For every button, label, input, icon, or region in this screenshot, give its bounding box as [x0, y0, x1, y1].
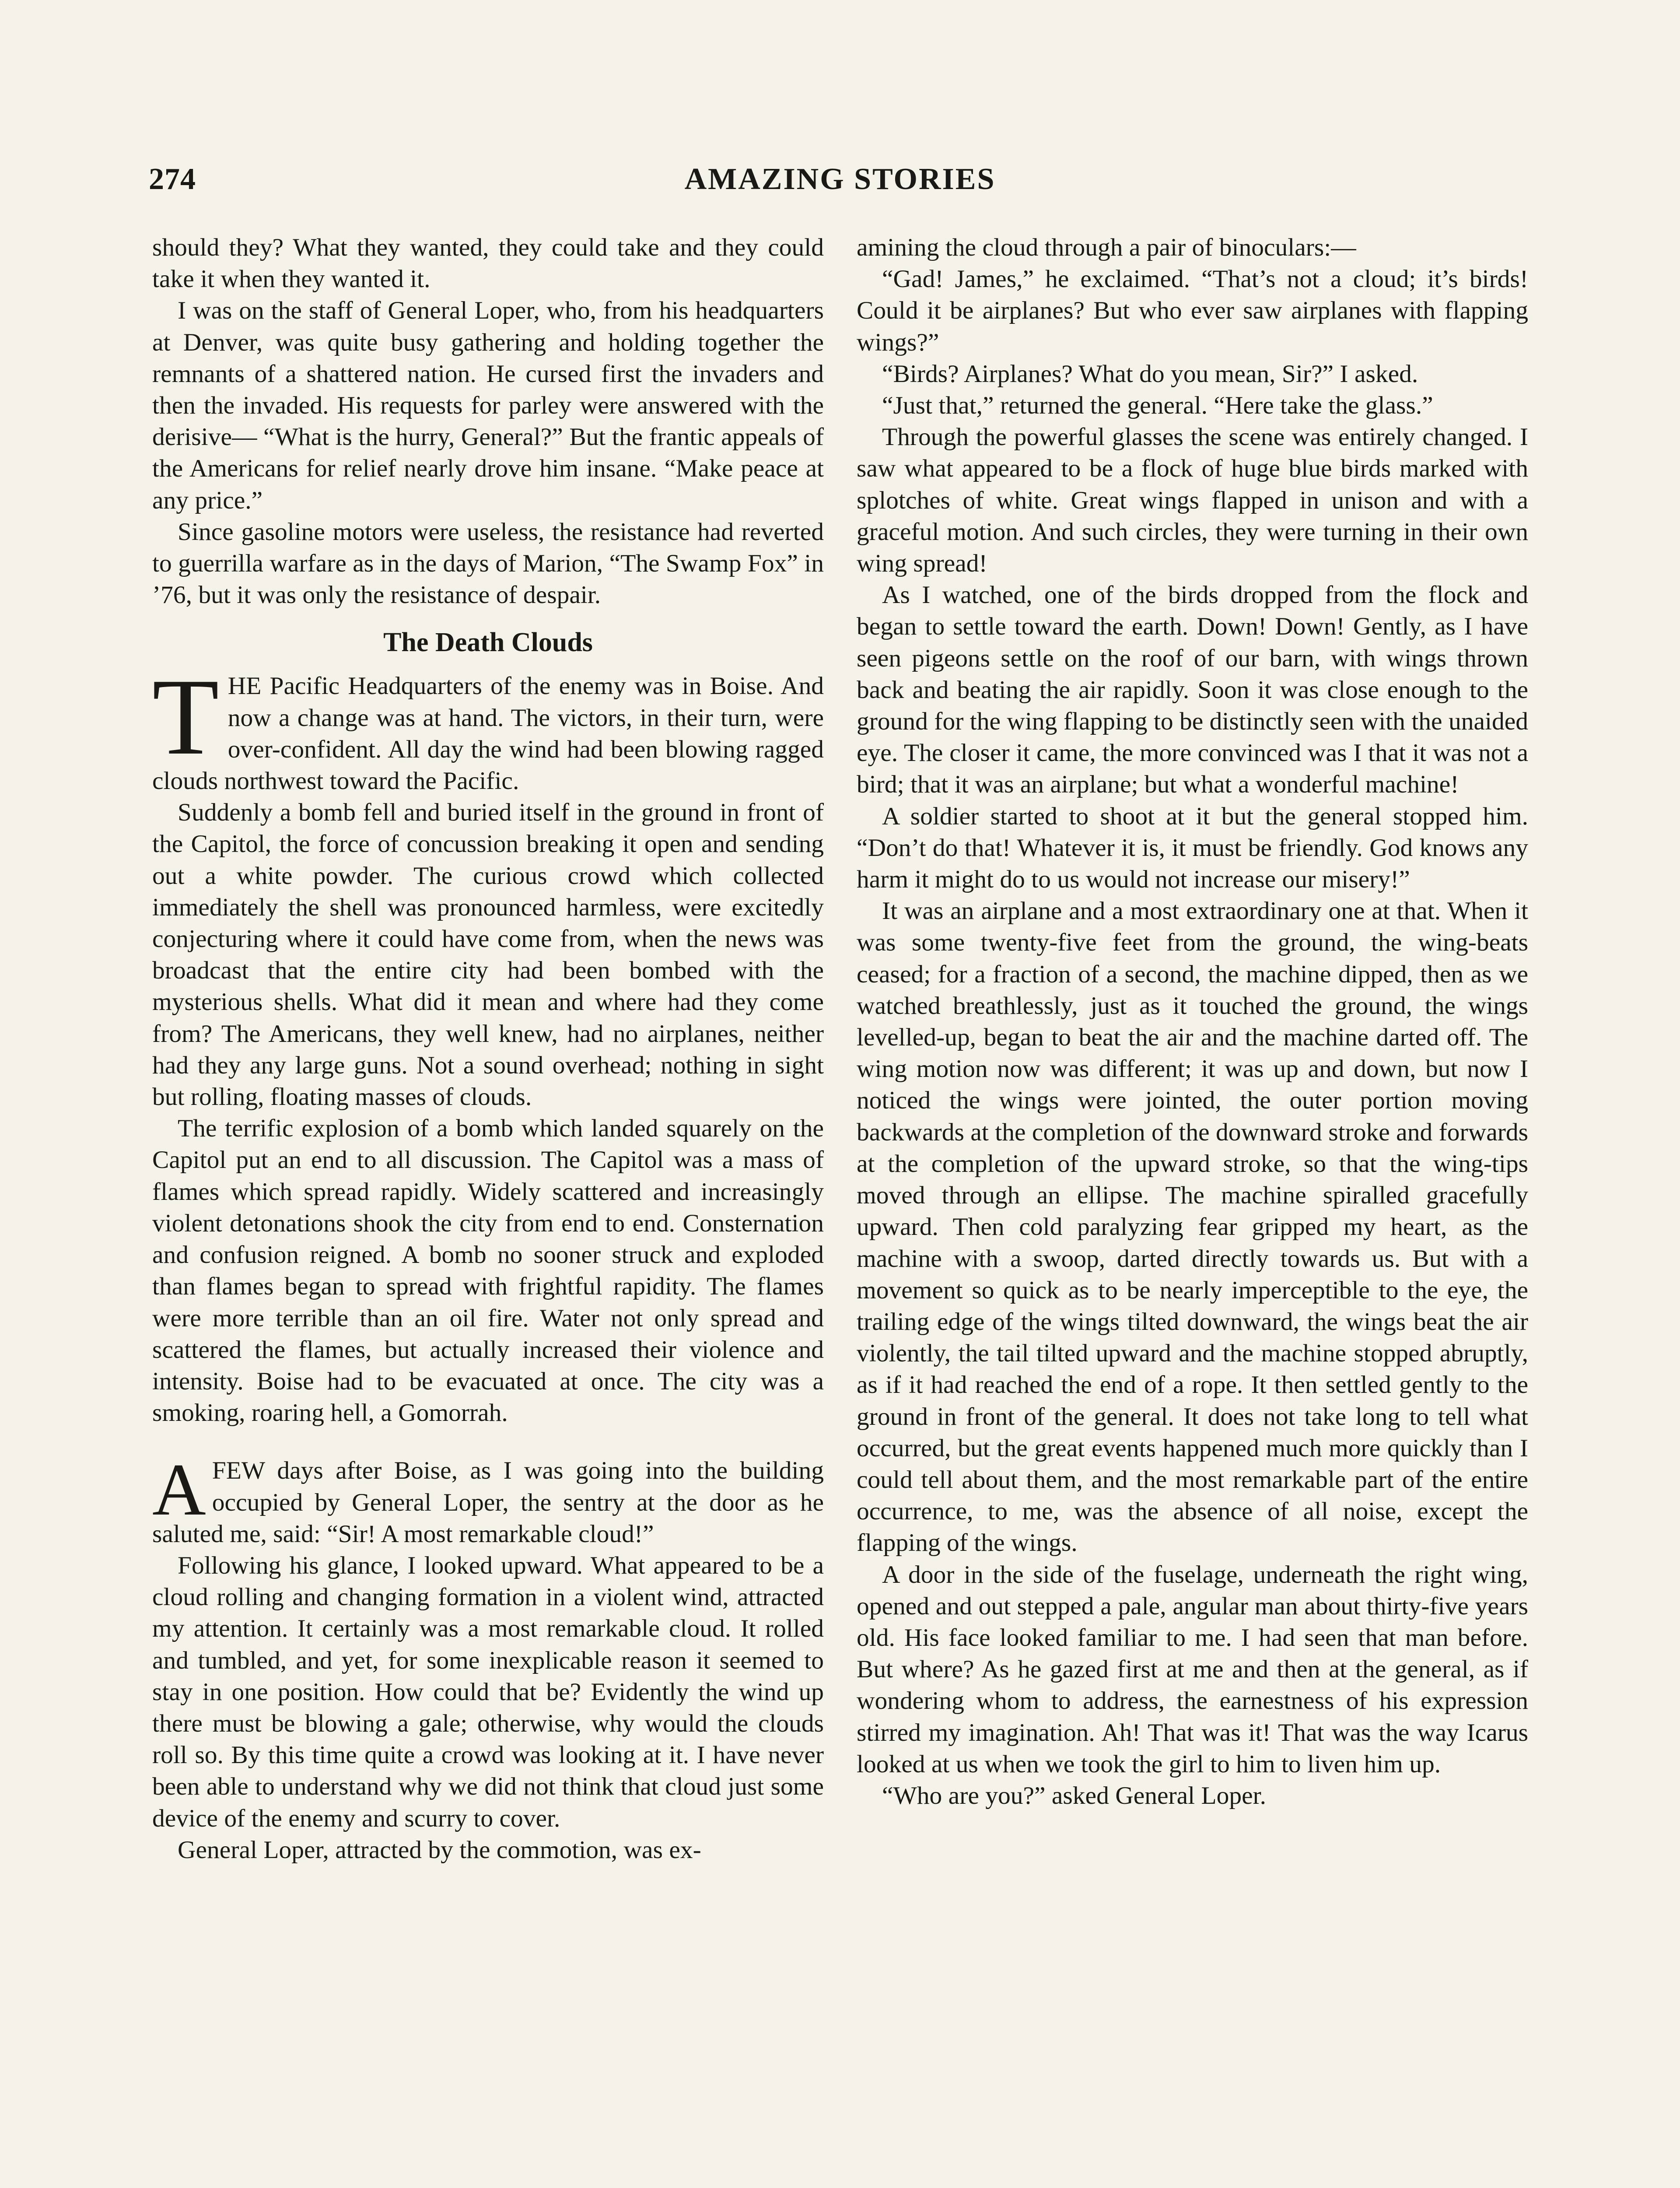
paragraph: As I watched, one of the birds dropped from the flock and began to settle toward the earth. Down! Down! Gently, as I have seen pigeons settle on the roof of our barn, with wings thrown back and beating the air rapidly. Soon it was close enough to the ground for the wing flapping to be distinctly seen with the unaided eye. The closer it came, the more convinced was I that it was not a bird; that it was an airplane; but what a wonderful machine! [857, 581, 1528, 799]
paragraph-text: HE Pacific Headquarters of the enemy was in Boise. And now a change was at hand. The victors, in their turn, were over-confident. All day the wind had been blowing ragged clouds northwest toward the Pacific. [152, 672, 824, 795]
paragraph: Through the powerful glasses the scene was entirely changed. I saw what appeared to be a flock of huge blue birds marked with splotches of white. Great wings flapped in unison and with a graceful motion. And such circles, they were turning in their own wing spread! [857, 423, 1528, 578]
paragraph: “Who are you?” asked General Loper. [882, 1781, 1267, 1809]
dropcap-paragraph [152, 656, 824, 797]
paragraph: I was on the staff of General Loper, who, from his headquarters at Denver, was quite busy gathering and holding together the remnants of a shattered nation. He cursed first the invaders and then the invaded. His requests for parley were answered with the derisive— “What is the hurry, General?” But the frantic appeals of the Americans for relief nearly drove him insane. “Make peace at any price.” [152, 297, 824, 514]
magazine-title: AMAZING STORIES [684, 162, 996, 196]
paragraph: “Just that,” returned the general. “Here take the glass.” [882, 392, 1433, 420]
left-column [152, 232, 824, 1866]
paragraph: “Birds? Airplanes? What do you mean, Sir?” I asked. [882, 360, 1418, 388]
paragraph: “Gad! James,” he exclaimed. “That’s not a cloud; it’s birds! Could it be airplanes? But who ever saw airplanes with flapping wings?” [857, 265, 1528, 356]
drop-cap: A [152, 1448, 206, 1531]
paragraph: should they? What they wanted, they could take and they could take it when they wanted it. [152, 234, 824, 293]
section-heading: The Death Clouds [383, 628, 593, 658]
paragraph: A door in the side of the fuselage, underneath the right wing, opened and out stepped a pale, angular man about thirty-five years old. His face looked familiar to me. I had seen that man before. But where? As he gazed first at me and then at the general, as if wondering whom to address, the earnestness of his expression stirred my imagination. Ah! That was it! That was the way Icarus looked at us when we took the girl to him to liven him up. [857, 1560, 1528, 1778]
running-head [149, 162, 1531, 210]
page-number: 274 [149, 162, 196, 196]
section-break [152, 1429, 824, 1455]
drop-cap: T [152, 656, 219, 778]
paragraph: It was an airplane and a most extraordinary one at that. When it was some twenty-five feet from the ground, the wing-beats ceased; for a fraction of a second, the machine dipped, then as we watched breathlessly, just as it touched the ground, the wings levelled-up, began to beat the air and the machine darted off. The wing motion now was different; it was up and down, but now I noticed the wings were jointed, the outer portion moving backwards at the completion of the downward stroke and forwards at the completion of the upward stroke, so that the wing-tips moved through an ellipse. The machine spiralled gracefully upward. Then cold paralyzing fear gripped my heart, as the machine with a swoop, darted directly towards us. But with a movement so quick as to be nearly imperceptible to the eye, the trailing edge of the wings tilted downward, the wings beat the air violently, the tail tilted upward and the machine stopped abruptly, as if it had reached the end of a rope. It then settled gently to the ground in front of the general. It does not take long to tell what occurred, but the great events happened much more quickly than I could tell about them, and the most remarkable part of the entire occurrence, to me, was the absence of all noise, except the flapping of the wings. [857, 897, 1528, 1557]
paragraph: General Loper, attracted by the commotion, was ex- [178, 1836, 701, 1864]
paragraph: amining the cloud through a pair of binoculars:— [857, 234, 1356, 261]
paragraph: A soldier started to shoot at it but the general stopped him. “Don’t do that! Whatever it is, it must be friendly. God knows any harm it might do to us would not increase our misery!” [857, 802, 1528, 894]
paragraph: Suddenly a bomb fell and buried itself in the ground in front of the Capitol, the force of concussion breaking it open and sending out a white powder. The curious crowd which collected immediately the shell was pronounced harmless, were excitedly conjecturing where it could have come from, when the news was broadcast that the entire city had been bombed with the mysterious shells. What did it mean and where had they come from? The Americans, they well knew, had no airplanes, neither had they any large guns. Not a sound overhead; nothing in sight but rolling, floating masses of clouds. [152, 799, 824, 1111]
right-column [857, 232, 1528, 1812]
dropcap-paragraph [152, 1448, 824, 1550]
paragraph: Since gasoline motors were useless, the resistance had reverted to guerrilla warfare as in the days of Marion, “The Swamp Fox” in ’76, but it was only the resistance of despair. [152, 518, 824, 609]
paragraph: The terrific explosion of a bomb which landed squarely on the Capitol put an end to all discussion. The Capitol was a mass of flames which spread rapidly. Widely scattered and increasingly violent detonations shook the city from end to end. Consternation and confusion reigned. A bomb no sooner struck and exploded than flames began to spread with frightful rapidity. The flames were more terrible than an oil fire. Water not only spread and scattered the flames, but actually increased their violence and intensity. Boise had to be evacuated at once. The city was a smoking, roaring hell, a Gomorrah. [152, 1115, 824, 1427]
paragraph: Following his glance, I looked upward. What appeared to be a cloud rolling and changing formation in a violent wind, attracted my attention. It certainly was a most remarkable cloud. It rolled and tumbled, and yet, for some inexplicable reason it seemed to stay in one position. How could that be? Evidently the wind up there must be blowing a gale; otherwise, why would the clouds roll so. By this time quite a crowd was looking at it. I have never been able to understand why we did not think that cloud just some device of the enemy and scurry to cover. [152, 1551, 824, 1832]
paragraph-text: FEW days after Boise, as I was going into the building occupied by General Loper, the sentry at the door as he saluted me, said: “Sir! A most remarkable cloud!” [152, 1457, 824, 1548]
